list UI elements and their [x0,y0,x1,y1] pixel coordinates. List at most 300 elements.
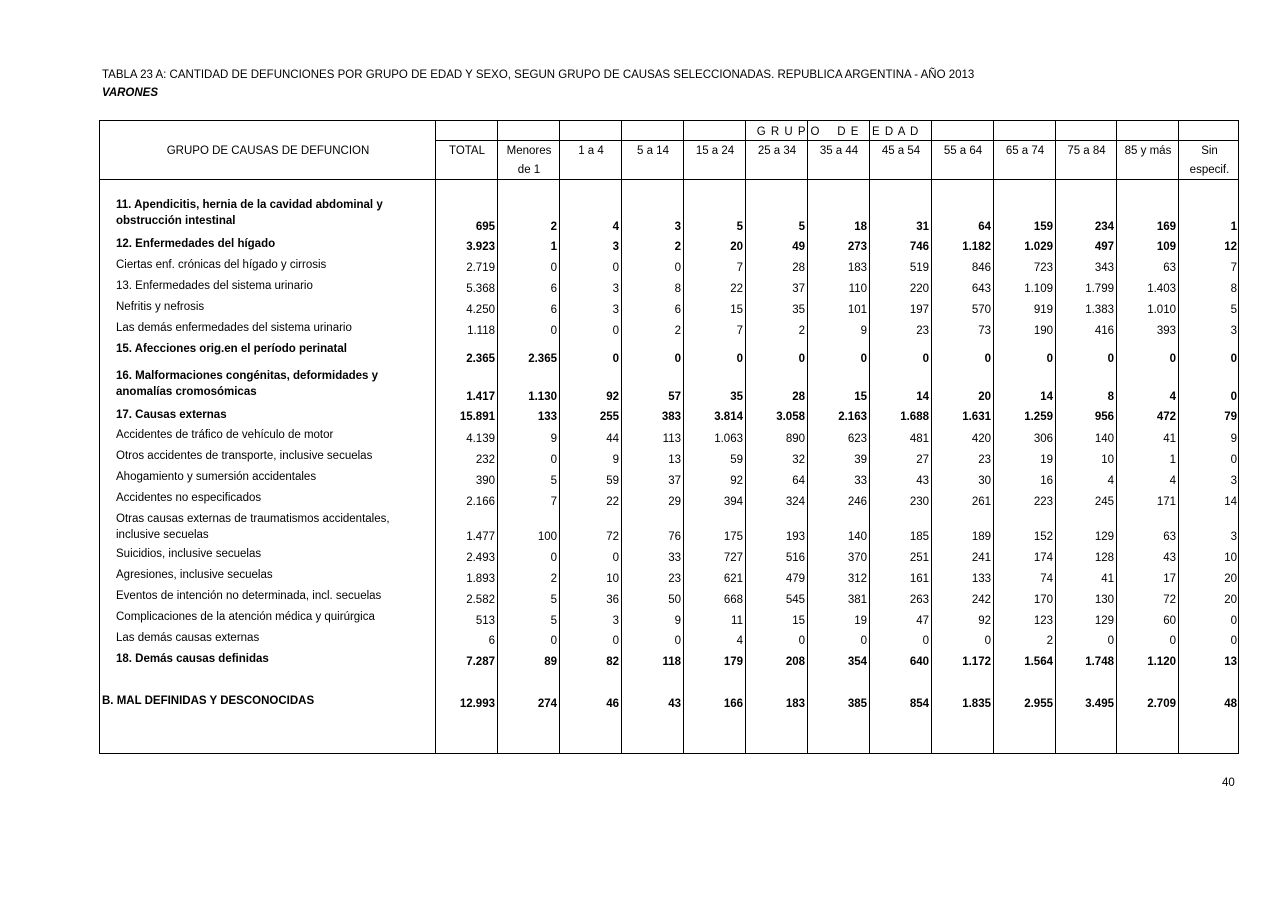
table-cell: 385 [847,698,867,710]
table-cell: 0 [984,635,991,647]
table-cell: 82 [606,656,619,668]
row-label: 18. Demás causas definidas [116,653,269,665]
table-cell: 31 [916,221,929,233]
table-cell: 57 [668,391,681,403]
table-cell: 5 [1230,304,1237,316]
table-cell: 50 [668,594,681,606]
table-cell: 169 [1156,221,1176,233]
table-cell: 621 [723,573,743,585]
table-cell: 170 [1033,594,1053,606]
table-cell: 241 [971,552,991,564]
table-cell: 118 [662,656,681,668]
table-cell: 32 [792,454,805,466]
table-cell: 23 [668,573,681,585]
table-cell: 0 [1046,353,1053,365]
table-cell: 623 [847,433,867,445]
table-cell: 15 [730,304,743,316]
table-cell: 0 [798,635,805,647]
table-cell: 15 [854,391,867,403]
table-cell: 1.564 [1024,656,1053,668]
table-cell: 274 [537,698,557,710]
table-cell: 1.383 [1085,304,1114,316]
table-cell: 481 [909,433,929,445]
table-cell: 43 [668,698,681,710]
table-cell: 20 [1224,594,1237,606]
row-label: 11. Apendicitis, hernia de la cavidad abdominal y [116,199,383,211]
table-cell: 37 [792,283,805,295]
data-table [99,120,1239,754]
table-cell: 220 [909,283,929,295]
table-cell: 14 [916,391,929,403]
table-cell: 30 [978,475,991,487]
table-cell: 0 [1230,615,1237,627]
table-cell: 4 [612,221,619,233]
table-cell: 1.893 [466,573,495,585]
table-cell: 133 [537,411,557,423]
table-cell: 2.709 [1147,698,1176,710]
table-cell: 3 [1230,325,1237,337]
row-label: Agresiones, inclusive secuelas [116,569,273,581]
table-cell: 101 [847,304,867,316]
table-cell: 41 [1163,433,1176,445]
table-cell: 746 [909,241,929,253]
table-cell: 41 [1101,573,1114,585]
table-cell: 0 [1107,635,1114,647]
table-cell: 383 [661,411,681,423]
table-cell: 183 [785,698,805,710]
table-cell: 183 [847,262,867,274]
table-cell: 15 [792,615,805,627]
table-cell: 0 [550,325,557,337]
table-cell: 0 [674,353,681,365]
table-cell: 7 [550,496,557,508]
table-cell: 919 [1033,304,1053,316]
table-cell: 0 [674,262,681,274]
table-cell: 2 [674,241,681,253]
column-header-line2: de 1 [517,164,541,176]
table-cell: 23 [916,325,929,337]
table-cell: 59 [730,454,743,466]
row-label: Complicaciones de la atención médica y quirúrgica [116,611,375,623]
table-cell: 420 [971,433,991,445]
table-cell: 123 [1033,615,1053,627]
row-label: Ahogamiento y sumersión accidentales [116,471,317,483]
table-cell: 185 [909,531,929,543]
row-label: Eventos de intención no determinada, incl. secuelas [116,590,382,602]
table-cell: 9 [674,615,681,627]
table-cell: 1.063 [714,433,743,445]
row-label: obstrucción intestinal [116,215,236,227]
table-cell: 1.403 [1147,283,1176,295]
table-cell: 1.118 [467,325,495,337]
table-cell: 1 [550,241,557,253]
cause-column-header: GRUPO DE CAUSAS DE DEFUNCION [166,145,370,157]
row-label: Nefritis y nefrosis [116,301,205,313]
table-cell: 5 [550,594,557,606]
table-cell: 4 [1169,475,1176,487]
column-header: 15 a 24 [695,145,735,157]
table-cell: 189 [971,531,991,543]
table-cell: 72 [1163,594,1176,606]
table-cell: 35 [730,391,743,403]
table-cell: 0 [1230,454,1237,466]
table-cell: 234 [1094,221,1114,233]
table-cell: 2 [550,573,557,585]
table-cell: 306 [1033,433,1053,445]
row-label: 16. Malformaciones congénitas, deformidades y [116,370,379,382]
table-cell: 20 [978,391,991,403]
table-cell: 35 [792,304,805,316]
table-cell: 20 [1224,573,1237,585]
table-cell: 695 [475,221,495,233]
table-cell: 59 [606,475,619,487]
table-cell: 43 [916,475,929,487]
table-cell: 6 [674,304,681,316]
row-label: Las demás causas externas [116,632,260,644]
table-cell: 261 [971,496,991,508]
table-cell: 0 [1230,391,1237,403]
table-cell: 1.109 [1024,283,1053,295]
column-header: TOTAL [449,145,485,157]
table-cell: 79 [1224,411,1237,423]
table-cell: 1.835 [962,698,991,710]
table-cell: 3 [612,283,619,295]
table-title: TABLA 23 A: CANTIDAD DE DEFUNCIONES POR GRUPO DE EDAD Y SEXO, SEGUN GRUPO DE CAUSAS SELECCIONADAS. REPUBLICA ARGENTINA - AÑO 2013 [102,69,975,81]
row-label: B. MAL DEFINIDAS Y DESCONOCIDAS [102,695,315,707]
table-cell: 33 [854,475,867,487]
table-cell: 479 [785,573,805,585]
table-cell: 7.287 [466,656,495,668]
table-cell: 245 [1094,496,1114,508]
table-cell: 92 [978,615,991,627]
column-header-line2: especif. [1189,164,1230,176]
table-cell: 519 [909,262,929,274]
table-cell: 2.166 [466,496,495,508]
table-cell: 251 [909,552,929,564]
table-cell: 354 [847,656,867,668]
table-cell: 0 [612,635,619,647]
table-cell: 89 [544,656,557,668]
table-cell: 197 [909,304,929,316]
table-cell: 2.493 [466,552,495,564]
table-cell: 0 [798,353,805,365]
table-cell: 133 [971,573,991,585]
table-cell: 0 [674,635,681,647]
table-cell: 27 [916,454,929,466]
table-cell: 3.814 [714,411,743,423]
column-header: 1 a 4 [578,145,604,157]
row-label: 15. Afecciones orig.en el período perinatal [116,343,347,355]
table-cell: 179 [723,656,743,668]
table-cell: 190 [1033,325,1053,337]
table-cell: 43 [1163,552,1176,564]
table-cell: 19 [854,615,867,627]
table-cell: 13 [668,454,681,466]
table-cell: 63 [1163,531,1176,543]
table-cell: 668 [723,594,743,606]
table-cell: 10 [1224,552,1237,564]
table-cell: 11 [731,615,743,627]
table-cell: 18 [854,221,867,233]
row-label: Ciertas enf. crónicas del hígado y cirrosis [116,259,327,271]
table-cell: 2.365 [466,353,495,365]
table-cell: 723 [1033,262,1053,274]
table-cell: 10 [606,573,619,585]
table-cell: 6 [550,304,557,316]
table-cell: 4.139 [466,433,495,445]
table-cell: 0 [550,262,557,274]
table-cell: 2.365 [528,353,557,365]
table-cell: 7 [736,262,743,274]
table-cell: 0 [1230,635,1237,647]
table-cell: 3 [612,241,619,253]
table-cell: 1.120 [1147,656,1176,668]
table-cell: 109 [1156,241,1176,253]
row-label: Suicidios, inclusive secuelas [116,548,262,560]
table-cell: 130 [1094,594,1114,606]
column-header: Sin [1201,145,1218,157]
table-cell: 23 [978,454,991,466]
table-cell: 5 [798,221,805,233]
table-cell: 956 [1094,411,1114,423]
table-cell: 416 [1094,325,1114,337]
table-cell: 246 [847,496,867,508]
table-cell: 113 [662,433,681,445]
table-cell: 2 [674,325,681,337]
table-cell: 5.368 [466,283,495,295]
table-cell: 174 [1033,552,1053,564]
table-cell: 5 [550,475,557,487]
table-cell: 1.417 [466,391,495,403]
table-cell: 8 [1230,283,1237,295]
table-cell: 0 [1169,353,1176,365]
table-cell: 46 [606,698,619,710]
table-cell: 0 [550,552,557,564]
table-cell: 1.631 [962,411,991,423]
table-subtitle: VARONES [102,87,159,99]
row-label: Otros accidentes de transporte, inclusive secuelas [116,450,373,462]
table-cell: 890 [785,433,805,445]
column-header: 25 a 34 [757,145,797,157]
table-cell: 29 [668,496,681,508]
table-cell: 129 [1094,615,1114,627]
table-cell: 22 [606,496,619,508]
table-cell: 72 [606,531,619,543]
table-cell: 152 [1033,531,1053,543]
table-cell: 13 [1224,656,1237,668]
table-cell: 28 [792,391,805,403]
table-cell: 5 [736,221,743,233]
row-label: anomalías cromosómicas [116,386,257,398]
table-cell: 343 [1094,262,1114,274]
table-cell: 74 [1040,573,1053,585]
table-cell: 2.719 [466,262,495,274]
table-cell: 472 [1156,411,1176,423]
table-cell: 76 [668,531,681,543]
table-cell: 48 [1224,698,1237,710]
table-cell: 129 [1094,531,1114,543]
table-cell: 1.688 [900,411,929,423]
table-cell: 1.799 [1085,283,1114,295]
table-cell: 0 [612,353,619,365]
table-cell: 273 [847,241,867,253]
table-cell: 64 [792,475,805,487]
table-cell: 242 [971,594,991,606]
table-cell: 381 [847,594,867,606]
row-label: inclusive secuelas [116,529,209,541]
table-cell: 370 [847,552,867,564]
table-cell: 6 [550,283,557,295]
column-header: Menores [506,145,552,157]
row-label: Las demás enfermedades del sistema urinario [116,322,352,334]
row-label: Accidentes no especificados [116,492,262,504]
table-cell: 1.130 [528,391,557,403]
table-cell: 10 [1101,454,1114,466]
table-cell: 208 [785,656,805,668]
table-cell: 255 [599,411,619,423]
table-cell: 570 [971,304,991,316]
table-cell: 175 [723,531,743,543]
table-cell: 3 [612,304,619,316]
table-cell: 3 [1230,475,1237,487]
table-cell: 0 [612,325,619,337]
table-cell: 92 [606,391,619,403]
table-cell: 73 [978,325,991,337]
table-cell: 394 [723,496,743,508]
table-cell: 5 [550,615,557,627]
column-header: 85 y más [1124,145,1172,157]
table-cell: 0 [922,353,929,365]
table-cell: 12 [1224,241,1237,253]
table-cell: 16 [1040,475,1053,487]
table-cell: 8 [1107,391,1114,403]
table-cell: 12.993 [459,698,495,710]
table-cell: 1 [1169,454,1176,466]
column-header: 5 a 14 [637,145,669,157]
table-cell: 3 [674,221,681,233]
table-cell: 9 [550,433,557,445]
table-cell: 3.923 [466,241,495,253]
table-cell: 0 [550,454,557,466]
column-header: 65 a 74 [1005,145,1045,157]
table-cell: 324 [785,496,805,508]
table-cell: 193 [785,531,805,543]
table-cell: 1.748 [1085,656,1114,668]
table-cell: 4 [1169,391,1176,403]
table-cell: 232 [475,454,495,466]
table-cell: 497 [1094,241,1114,253]
table-cell: 0 [612,552,619,564]
table-cell: 166 [723,698,743,710]
table-cell: 2.955 [1024,698,1053,710]
table-cell: 727 [723,552,743,564]
page-number: 40 [1222,777,1235,789]
row-label: 13. Enfermedades del sistema urinario [116,280,313,292]
column-header: 45 a 54 [881,145,921,157]
table-cell: 846 [971,262,991,274]
table-cell: 4.250 [466,304,495,316]
table-cell: 1.259 [1024,411,1053,423]
table-cell: 2 [550,221,557,233]
table-cell: 7 [736,325,743,337]
table-cell: 0 [922,635,929,647]
table-cell: 60 [1163,615,1176,627]
table-cell: 3 [612,615,619,627]
row-label: 17. Causas externas [116,409,227,421]
table-cell: 0 [860,353,867,365]
header-bottom-divider [100,179,1238,180]
column-header: 75 a 84 [1067,145,1106,157]
table-cell: 0 [984,353,991,365]
table-cell: 36 [606,594,619,606]
table-cell: 100 [537,531,557,543]
table-cell: 63 [1163,262,1176,274]
column-header: 55 a 64 [943,145,983,157]
table-cell: 44 [606,433,619,445]
table-cell: 3 [1230,531,1237,543]
table-cell: 15.891 [459,411,495,423]
table-cell: 3.495 [1085,698,1114,710]
table-cell: 640 [909,656,929,668]
table-cell: 0 [736,353,743,365]
table-cell: 2 [798,325,805,337]
table-cell: 22 [730,283,743,295]
table-cell: 0 [1230,353,1237,365]
table-cell: 854 [909,698,929,710]
age-group-header: G R U P O D E E D A D [756,126,920,138]
header-divider [435,140,1238,141]
table-cell: 28 [792,262,805,274]
table-cell: 513 [475,615,495,627]
table-cell: 39 [854,454,867,466]
table-cell: 140 [847,531,867,543]
table-cell: 161 [909,573,929,585]
table-cell: 4 [736,635,743,647]
table-cell: 0 [550,635,557,647]
table-cell: 128 [1094,552,1114,564]
table-cell: 1.182 [962,241,991,253]
table-cell: 37 [668,475,681,487]
table-cell: 92 [730,475,743,487]
table-cell: 545 [785,594,805,606]
table-cell: 9 [1230,433,1237,445]
table-cell: 312 [847,573,867,585]
table-cell: 19 [1040,454,1053,466]
table-cell: 393 [1156,325,1176,337]
table-cell: 390 [475,475,495,487]
table-cell: 230 [909,496,929,508]
table-cell: 2 [1046,635,1053,647]
table-cell: 0 [1107,353,1114,365]
row-label: Otras causas externas de traumatismos accidentales, [116,513,390,525]
row-label: 12. Enfermedades del hígado [116,238,276,250]
table-cell: 0 [860,635,867,647]
table-cell: 1.010 [1147,304,1176,316]
table-cell: 110 [848,283,867,295]
table-cell: 263 [909,594,929,606]
table-cell: 6 [488,635,495,647]
table-cell: 516 [785,552,805,564]
column-header: 35 a 44 [819,145,859,157]
table-cell: 33 [668,552,681,564]
table-cell: 643 [971,283,991,295]
table-cell: 64 [978,221,991,233]
table-cell: 1 [1230,221,1237,233]
table-cell: 17 [1163,573,1176,585]
table-cell: 4 [1107,475,1114,487]
table-cell: 9 [612,454,619,466]
table-cell: 7 [1230,262,1237,274]
